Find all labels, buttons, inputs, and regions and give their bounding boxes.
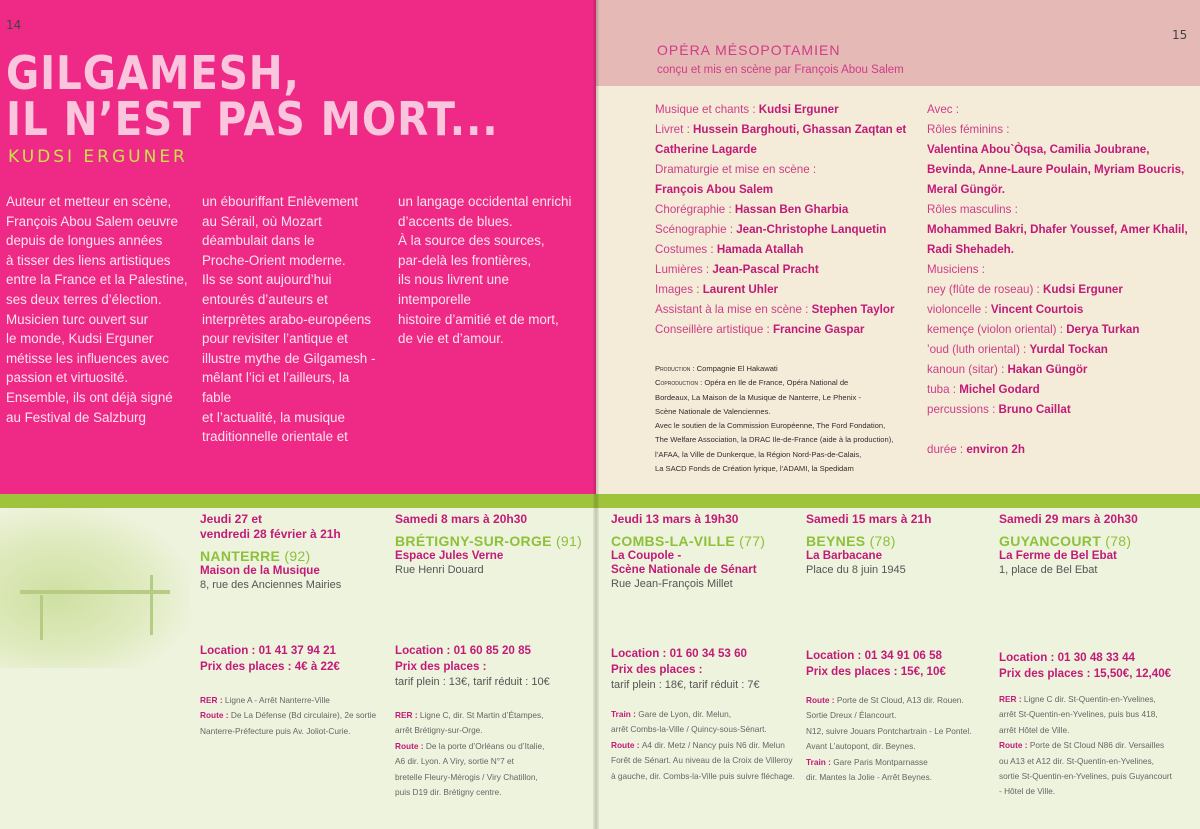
credits-line (655, 140, 925, 160)
cast-line (927, 340, 1192, 360)
event-access-info (395, 708, 544, 800)
credits-label: Chorégraphie : (655, 203, 735, 216)
cast-value: Bruno Caillat (998, 403, 1071, 416)
access-info-line (200, 693, 376, 708)
prod-value: The Welfare Association, la DRAC Ile-de-France (aide à la production), (655, 435, 894, 445)
event-venue: La Barbacane (806, 549, 883, 562)
event-access-info (999, 692, 1172, 800)
cast-label: violoncelle : (927, 303, 991, 316)
prod-value: La SACD Fonds de Création lyrique, l’ADAMI, la Spedidam (655, 464, 854, 474)
cast-label: ’oud (luth oriental) : (927, 343, 1030, 356)
prod-line (655, 405, 925, 419)
access-info-text: De la porte d’Orléans ou d’Italie, (425, 740, 545, 751)
event-location-phone: Location : 01 60 85 20 85 (395, 644, 531, 657)
green-divider-bar (0, 494, 1200, 508)
event-address: Place du 8 juin 1945 (806, 564, 906, 576)
access-info-line (611, 722, 795, 737)
access-info-text: De La Défense (Bd circulaire), 2e sortie (230, 710, 377, 721)
access-info-text: arrêt Combs-la-Ville / Quincy-sous-Sénart. (611, 724, 767, 735)
access-info-text: dir. Mantes la Jolie - Arrêt Beynes. (806, 772, 932, 783)
cast-value: Radi Shehadeh. (927, 243, 1014, 256)
access-info-text: Avant L’autopont, dir. Beynes. (806, 741, 916, 752)
event-date: Jeudi 27 et vendredi 28 février à 21h (200, 512, 341, 541)
access-info-text: puis D19 dir. Brétigny centre. (395, 787, 502, 798)
event-city (611, 533, 801, 549)
access-info-line (611, 769, 795, 784)
credits-line (655, 320, 925, 340)
event-city-name: COMBS-LA-VILLE (611, 533, 735, 549)
access-info-line (200, 724, 376, 739)
intro-column-2 (202, 192, 382, 447)
event-card (200, 512, 390, 822)
access-info-text: Ligne A - Arrêt Nanterre-Ville (224, 695, 330, 705)
cast-line (927, 300, 1192, 320)
cast-value: Bevinda, Anne-Laure Poulain, Myriam Boucris, (927, 163, 1185, 176)
access-info-text: Porte de St Cloud N86 dir. Versailles (1029, 740, 1165, 751)
prod-value: Bordeaux, La Maison de la Musique de Nanterre, Le Phenix - (655, 392, 861, 402)
access-info-label: RER : (999, 694, 1024, 704)
access-info-line (611, 738, 795, 753)
access-info-line (611, 707, 795, 722)
prod-value: Compagnie El Hakawati (696, 364, 778, 373)
event-address: Rue Jean-François Millet (611, 578, 733, 590)
access-info-line (806, 693, 972, 708)
access-info-text: A6 dir. Lyon. A Viry, sortie N°7 et (395, 756, 514, 767)
event-access-info (611, 707, 795, 784)
credits-value: Hussein Barghouti, Ghassan Zaqtan et (693, 123, 907, 136)
event-location-phone: Location : 01 41 37 94 21 (200, 644, 336, 657)
event-price: Prix des places : 4€ à 22€ (200, 660, 340, 673)
event-date: Samedi 15 mars à 21h (806, 512, 932, 526)
access-info-line (611, 753, 795, 768)
prod-line (655, 433, 925, 447)
faded-photo (0, 508, 190, 668)
intro-text-3: un langage occidental enrichi d’accents de blues. À la source des sources, par-delà les frontières, ils nous livrent une intemporelle histoire d’amitié et de mort, de vie et d’amour. (398, 194, 572, 347)
access-info-line (395, 708, 544, 723)
credits-value: Jean-Pascal Pracht (712, 263, 819, 276)
event-venue: Espace Jules Verne (395, 549, 504, 562)
access-info-line (395, 770, 544, 785)
prod-line (655, 462, 925, 476)
prod-line (655, 362, 925, 376)
access-info-label: Route : (611, 739, 642, 750)
event-department: (92) (280, 548, 311, 564)
prod-line (655, 419, 925, 433)
cast-line (927, 280, 1192, 300)
access-info-line (999, 707, 1172, 722)
intro-text-2: un ébouriffant Enlèvement au Sérail, où Mozart déambulait dans le Proche-Orient moderne. Ils se sont aujourd’hui entourés d’auteurs et interprètes arabo-européens pour revisiter l’antique et illustre mythe de Gilgamesh - mêlant l’ici et l’ailleurs, la fable et l’actualité, la musique traditionnelle orientale et (202, 194, 376, 445)
event-city-name: NANTERRE (200, 548, 281, 564)
event-card (999, 512, 1194, 822)
event-department: (78) (865, 533, 896, 549)
access-info-text: Ligne C, dir. St Martin d’Étampes, (419, 710, 544, 720)
event-tarif: tarif plein : 13€, tarif réduit : 10€ (395, 676, 550, 688)
event-access-info (200, 693, 376, 739)
cast-line (927, 360, 1192, 380)
cast-value: Michel Godard (959, 383, 1040, 396)
cast-label: durée : (927, 443, 967, 456)
credits-list (655, 100, 925, 340)
event-price: Prix des places : (395, 660, 487, 673)
cast-label: tuba : (927, 383, 960, 396)
prod-value: Scène Nationale de Valenciennes. (655, 406, 771, 416)
event-city (806, 533, 996, 549)
event-city-name: BEYNES (806, 533, 866, 549)
cast-line (927, 320, 1192, 340)
credits-line (655, 100, 925, 120)
opera-subtitle: conçu et mis en scène par François Abou Salem (657, 64, 904, 76)
faded-photo-chair-leg (150, 575, 153, 635)
access-info-line (999, 754, 1172, 769)
event-price: Prix des places : 15,50€, 12,40€ (999, 667, 1172, 680)
access-info-line (999, 784, 1172, 799)
prod-line (655, 391, 925, 405)
access-info-line (806, 770, 972, 785)
cast-value: Valentina Abou`Òqsa, Camilia Joubrane, (927, 143, 1150, 156)
credits-value: Kudsi Erguner (758, 103, 839, 116)
event-date: Jeudi 13 mars à 19h30 (611, 512, 739, 526)
event-city (200, 548, 390, 564)
cast-line (927, 400, 1192, 420)
cast-line (927, 260, 1192, 280)
cast-line (927, 200, 1192, 220)
access-info-label: Route : (200, 710, 231, 721)
intro-text-1: Auteur et metteur en scène, François Abou Salem oeuvre depuis de longues années à tisser des liens artistiques entre la France et la Palestine, ses deux terres d’élection. Musicien turc ouvert sur le monde, Kudsi Erguner métisse les influences avec passion et virtuosité. Ensemble, ils ont déjà signé au Festival de Salzburg (6, 194, 188, 425)
credits-line (655, 160, 925, 180)
event-address: 1, place de Bel Ebat (999, 564, 1098, 576)
event-city-name: GUYANCOURT (999, 533, 1102, 549)
credits-line (655, 180, 925, 200)
access-info-text: Forêt de Sénart. Au niveau de la Croix de Villeroy (611, 755, 793, 766)
access-info-line (999, 738, 1172, 753)
credits-value: Hamada Atallah (716, 243, 804, 256)
access-info-line (999, 692, 1172, 707)
credits-line (655, 240, 925, 260)
credits-value: Catherine Lagarde (655, 143, 757, 156)
access-info-text: à gauche, dir. Combs-la-Ville puis suivre fléchage. (611, 770, 795, 781)
event-tarif: tarif plein : 18€, tarif réduit : 7€ (611, 679, 760, 691)
cast-line (927, 100, 1192, 120)
credits-line (655, 120, 925, 140)
credits-label: Conseillère artistique : (655, 323, 773, 336)
event-location-phone: Location : 01 34 91 06 58 (806, 649, 942, 662)
credits-label: Dramaturgie et mise en scène : (655, 163, 817, 176)
cast-label: Rôles féminins : (927, 123, 1010, 136)
event-department: (91) (551, 533, 583, 549)
prod-line (655, 448, 925, 462)
access-info-text: Ligne C dir. St-Quentin-en-Yvelines, (1023, 694, 1156, 704)
access-info-line (806, 739, 972, 754)
access-info-text: Gare Paris Montparnasse (833, 756, 928, 767)
credits-value: Hassan Ben Gharbia (734, 203, 849, 216)
event-city (395, 533, 600, 549)
event-venue: La Coupole - Scène Nationale de Sénart (611, 549, 757, 576)
credits-value: François Abou Salem (655, 183, 774, 196)
cast-value: Yurdal Tockan (1029, 343, 1108, 356)
cast-label: Musiciens : (927, 263, 985, 276)
credits-line (655, 280, 925, 300)
intro-column-3 (398, 192, 582, 349)
cast-line (927, 440, 1192, 460)
cast-label: Rôles masculins : (927, 203, 1018, 216)
cast-line (927, 120, 1192, 140)
cast-line (927, 220, 1192, 240)
event-price: Prix des places : (611, 663, 703, 676)
credits-line (655, 220, 925, 240)
cast-value: environ 2h (966, 443, 1025, 456)
event-access-info (806, 693, 972, 785)
cast-label: kemençe (violon oriental) : (927, 323, 1067, 336)
access-info-text: Nanterre-Préfecture puis Av. Joliot-Curie. (200, 725, 351, 736)
cast-label: percussions : (927, 403, 999, 416)
cast-line (927, 180, 1192, 200)
intro-column-1 (6, 192, 190, 427)
credits-label: Images : (655, 283, 703, 296)
access-info-line (395, 739, 544, 754)
page-number-right: 15 (1172, 28, 1188, 42)
cast-line (927, 380, 1192, 400)
cast-label: ney (flûte de roseau) : (927, 283, 1043, 296)
credits-line (655, 260, 925, 280)
production-notes (655, 362, 925, 476)
credits-line (655, 200, 925, 220)
credits-value: Jean-Christophe Lanquetin (736, 223, 887, 236)
cast-label: Avec : (927, 103, 960, 116)
faded-photo-chair-leg (40, 595, 43, 640)
access-info-label: Train : (611, 709, 639, 719)
title-line-2: IL N’EST PAS MORT... (6, 92, 499, 146)
prod-label: Production : (655, 364, 697, 373)
access-info-line (395, 723, 544, 738)
cast-line (927, 140, 1192, 160)
access-info-label: Route : (395, 740, 426, 751)
access-info-line (200, 708, 376, 723)
credits-value: Francine Gaspar (772, 323, 865, 336)
cast-value: Vincent Courtois (990, 303, 1084, 316)
access-info-text: Gare de Lyon, dir. Melun, (638, 709, 732, 719)
event-card (395, 512, 600, 822)
access-info-line (806, 724, 972, 739)
cast-value: Hakan Güngör (1007, 363, 1088, 376)
cast-line (927, 240, 1192, 260)
access-info-line (395, 754, 544, 769)
cast-value: Mohammed Bakri, Dhafer Youssef, Amer Khalil, (927, 223, 1188, 236)
cast-line (927, 420, 1192, 440)
access-info-line (806, 755, 972, 770)
access-info-text: Porte de St Cloud, A13 dir. Rouen. (836, 695, 964, 705)
cast-list (927, 100, 1192, 460)
event-department: (78) (1101, 533, 1132, 549)
access-info-text: arrêt Brétigny-sur-Orge. (395, 725, 483, 736)
access-info-text: ou A13 et A12 dir. St-Quentin-en-Yvelines, (999, 755, 1154, 766)
event-price: Prix des places : 15€, 10€ (806, 665, 946, 678)
access-info-line (806, 708, 972, 723)
event-address: Rue Henri Douard (395, 564, 484, 576)
event-location-phone: Location : 01 60 34 53 60 (611, 647, 747, 660)
faded-photo-table-line (20, 590, 170, 594)
access-info-label: Route : (806, 695, 837, 705)
access-info-text: - Hôtel de Ville. (999, 786, 1056, 797)
access-info-label: RER : (395, 710, 420, 720)
access-info-text: arrêt Hôtel de Ville. (999, 724, 1070, 735)
access-info-label: Route : (999, 740, 1030, 751)
title-line-1: GILGAMESH, (6, 46, 300, 100)
credits-label: Costumes : (655, 243, 717, 256)
credits-value: Stephen Taylor (811, 303, 895, 316)
access-info-text: bretelle Fleury-Mérogis / Viry Chatillon, (395, 771, 538, 782)
access-info-text: Sortie Dreux / Élancourt. (806, 710, 897, 721)
cast-value: Derya Turkan (1066, 323, 1140, 336)
page-title (6, 46, 516, 146)
credits-label: Musique et chants : (655, 103, 759, 116)
event-city-name: BRÉTIGNY-SUR-ORGE (395, 533, 552, 549)
event-date: Samedi 8 mars à 20h30 (395, 512, 528, 526)
credits-value: Laurent Uhler (702, 283, 779, 296)
event-department: (77) (734, 533, 766, 549)
credits-label: Livret : (655, 123, 694, 136)
prod-line (655, 376, 925, 390)
access-info-text: A4 dir. Metz / Nancy puis N6 dir. Melun (641, 739, 785, 750)
prod-value: Opéra en Ile de France, Opéra National de (704, 378, 849, 388)
author-name: KUDSI ERGUNER (8, 147, 188, 167)
access-info-text: sortie St-Quentin-en-Yvelines, puis Guyancourt (999, 771, 1172, 782)
opera-title: OPÉRA MÉSOPOTAMIEN (657, 42, 841, 58)
event-venue: Maison de la Musique (200, 564, 320, 577)
prod-value: l’AFAA, la Ville de Dunkerque, la Région Nord-Pas-de-Calais, (655, 449, 862, 459)
event-location-phone: Location : 01 30 48 33 44 (999, 651, 1135, 664)
page-gutter (593, 0, 599, 829)
credits-label: Assistant à la mise en scène : (655, 303, 812, 316)
event-address: 8, rue des Anciennes Mairies (200, 579, 342, 591)
access-info-text: arrêt St-Quentin-en-Yvelines, puis bus 418, (999, 709, 1158, 720)
event-city (999, 533, 1194, 549)
access-info-line (395, 785, 544, 800)
cast-value: Meral Güngör. (927, 183, 1005, 196)
credits-line (655, 300, 925, 320)
page-number-left: 14 (6, 18, 22, 32)
access-info-label: RER : (200, 695, 225, 705)
prod-label: Coproduction : (655, 378, 705, 388)
credits-label: Lumières : (655, 263, 713, 276)
access-info-text: N12, suivre Jouars Pontchartrain - Le Pontel. (806, 725, 972, 736)
credits-label: Scénographie : (655, 223, 737, 236)
event-date: Samedi 29 mars à 20h30 (999, 512, 1138, 526)
cast-value: Kudsi Erguner (1043, 283, 1123, 296)
event-card (611, 512, 801, 822)
access-info-line (999, 723, 1172, 738)
access-info-line (999, 769, 1172, 784)
cast-line (927, 160, 1192, 180)
event-card (806, 512, 996, 822)
event-venue: La Ferme de Bel Ebat (999, 549, 1117, 562)
access-info-label: Train : (806, 756, 834, 767)
cast-label: kanoun (sitar) : (927, 363, 1008, 376)
prod-value: Avec le soutien de la Commission Européenne, The Ford Fondation, (655, 421, 886, 431)
